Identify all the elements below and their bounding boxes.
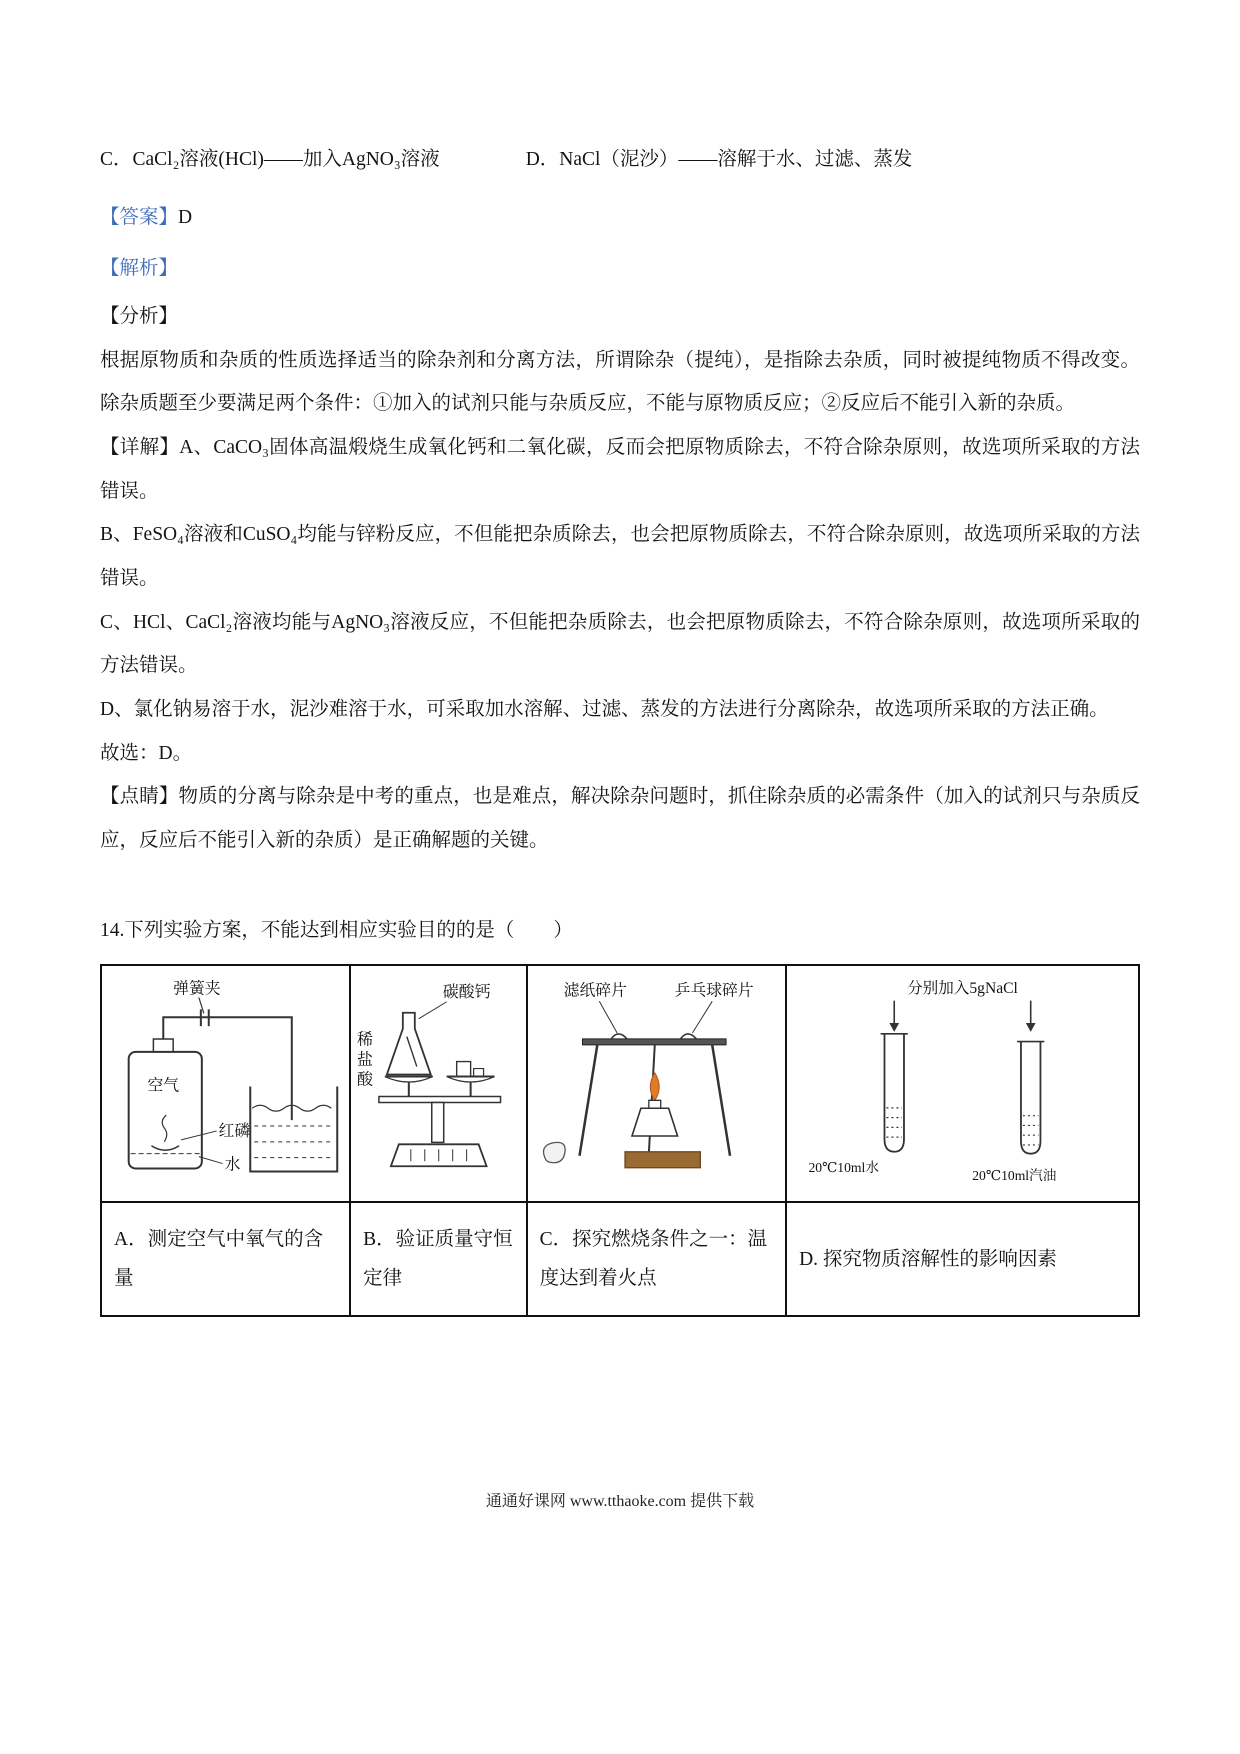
filter-paper-label: 滤纸碎片 [563, 982, 627, 1000]
diagram-cell-c [527, 965, 787, 1202]
pingpong-pile-icon [680, 1034, 696, 1039]
option-d-text: D．NaCl（泥沙）——溶解于水、过滤、蒸发 [525, 149, 913, 170]
detail-paragraph-a [100, 426, 1140, 513]
jiexi-label: 【解析】 [100, 258, 179, 280]
copper-sheet-icon [582, 1039, 726, 1045]
carbonate-label: 碳酸钙 [442, 984, 491, 1002]
solubility-diagram-icon [787, 967, 1138, 1200]
water-temp-label: 20℃10ml水 [808, 1160, 880, 1176]
caption-a: A．测定空气中氧气的含量 [114, 1229, 324, 1290]
caption-cell-c [527, 1202, 787, 1316]
diagram-row [101, 965, 1139, 1202]
wood-block-icon [625, 1152, 700, 1168]
detail-conclusion: 故选：D。 [100, 742, 193, 764]
air-label: 空气 [147, 1077, 180, 1095]
detail-paragraph-b: B、FeSO₄溶液和CuSO₄均能与锌粉反应，不但能把杂质除去，也会把原物质除去，不符合除杂原则，故选项所采取的方法错误。 [100, 524, 1140, 590]
weight-icon [457, 1062, 471, 1077]
answer-line [100, 196, 1140, 240]
acid-label-char3: 酸 [357, 1071, 374, 1089]
phosphorus-label: 红磷 [218, 1123, 251, 1141]
options-line [100, 138, 1140, 182]
clip-label: 弹簧夹 [173, 980, 221, 998]
answer-value: D [178, 206, 193, 228]
mass-conservation-diagram-icon [351, 967, 525, 1200]
option-c-text: C．CaCl₂溶液(HCl)——加入AgNO₃溶液 [100, 149, 440, 170]
gasoline-temp-label: 20℃10ml汽油 [972, 1168, 1057, 1184]
tripod-leg-left-icon [579, 1045, 597, 1156]
small-tube-icon [407, 1037, 417, 1067]
dianjing-text: 物质的分离与除杂是中考的重点，也是难点，解决除杂问题时，抓住除杂质的必需条件（加入的试剂只与杂质反应，反应后不能引入新的杂质）是正确解题的关键。 [100, 786, 1140, 852]
tripod-leg-right-icon [712, 1045, 730, 1156]
caption-c: C．探究燃烧条件之一：温度达到着火点 [539, 1229, 768, 1290]
test-tube-water-icon [885, 1034, 904, 1152]
experiment-table [100, 964, 1140, 1317]
fenxi-paragraph: 根据原物质和杂质的性质选择适当的除杂剂和分离方法，所谓除杂（提纯），是指除去杂质，同时被提纯物质不得改变。除杂质题至少要满足两个条件：①加入的试剂只能与杂质反应，不能与原物质反应；②反应后不能引入新的杂质。 [100, 349, 1140, 415]
arrow-left-icon [889, 1023, 899, 1032]
dianjing-paragraph [100, 775, 1140, 862]
dianjing-label: 【点睛】 [100, 786, 179, 808]
acid-label-char2: 盐 [357, 1051, 374, 1069]
oxygen-measure-diagram-icon [102, 967, 349, 1200]
alcohol-lamp-icon [632, 1109, 678, 1137]
caption-b: B．验证质量守恒定律 [363, 1229, 513, 1290]
caption-cell-a [101, 1202, 350, 1316]
caption-cell-d [786, 1202, 1139, 1316]
gas-bottle-icon [129, 1052, 202, 1169]
page-footer: 通通好课网 www.tthaoke.com 提供下载 [485, 1493, 755, 1510]
add-nacl-label: 分别加入5gNaCl [907, 980, 1018, 998]
ignition-point-diagram-icon [528, 967, 786, 1200]
test-tube-gasoline-icon [1021, 1042, 1040, 1154]
caption-d: D. 探究物质溶解性的影响因素 [799, 1248, 1057, 1270]
jiexi-line [100, 247, 1140, 291]
water-label: 水 [224, 1156, 241, 1174]
arrow-right-icon [1026, 1023, 1036, 1032]
scrap-piece-icon [543, 1143, 565, 1163]
lamp-cap-icon [648, 1101, 660, 1109]
detail-label: 【详解】 [100, 437, 180, 459]
smoke-icon [162, 1116, 167, 1143]
beaker-icon [250, 1087, 337, 1172]
detail-a-text: A、CaCO₃固体高温煅烧生成氧化钙和二氧化碳，反而会把原物质除去，不符合除杂原则，故选项所采取的方法错误。 [100, 437, 1140, 502]
fenxi-label-line [100, 295, 1140, 339]
acid-label-char1: 稀 [357, 1032, 374, 1050]
balance-pillar-icon [432, 1103, 444, 1143]
caption-cell-b [350, 1202, 526, 1316]
question-14: 14.下列实验方案，不能达到相应实验目的的是（ ） [100, 919, 573, 941]
combustion-dish-icon [151, 1146, 179, 1150]
diagram-cell-d [786, 965, 1139, 1202]
answer-label: 【答案】 [100, 206, 179, 228]
pingpong-label: 乒乓球碎片 [674, 982, 754, 1000]
paper-pile-icon [611, 1034, 627, 1039]
stopper-icon [153, 1039, 173, 1052]
detail-paragraph-d: D、氯化钠易溶于水，泥沙难溶于水，可采取加水溶解、过滤、蒸发的方法进行分离除杂，故选项所采取的方法正确。 [100, 699, 1109, 721]
detail-paragraph-c: C、HCl、CaCl₂溶液均能与AgNO₃溶液反应，不但能把杂质除去，也会把原物质除去，不符合除杂原则，故选项所采取的方法错误。 [100, 611, 1140, 677]
weight-small-icon [474, 1069, 484, 1077]
fenxi-label: 【分析】 [100, 306, 179, 328]
caption-row [101, 1202, 1139, 1316]
balance-beam-icon [379, 1097, 501, 1103]
diagram-cell-a [101, 965, 350, 1202]
diagram-cell-b [350, 965, 526, 1202]
